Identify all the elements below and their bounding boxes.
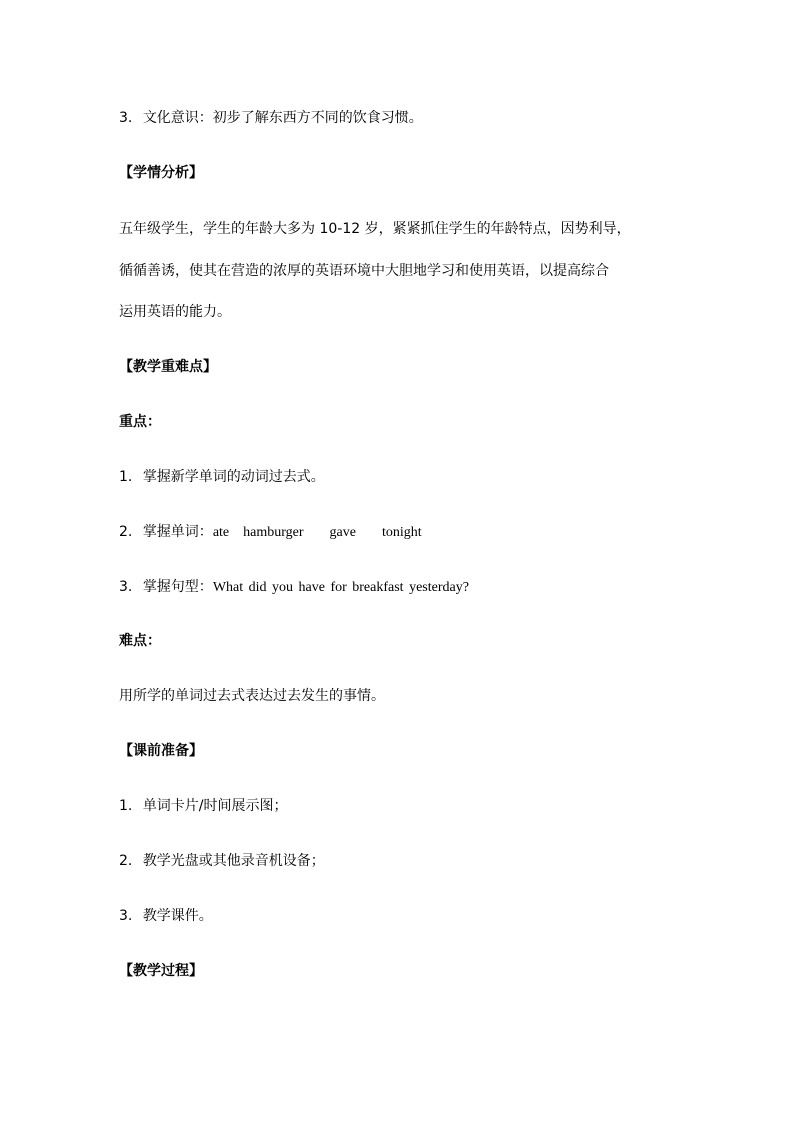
preparation-text: 教学课件。 (142, 908, 213, 924)
list-number: 3. (119, 110, 133, 126)
preparation-text: 教学光盘或其他录音机设备； (142, 853, 325, 869)
section-heading-preparation: 【课前准备】 (119, 743, 203, 759)
list-number: 3. (119, 908, 133, 924)
learner-analysis-line-2: 循循善诱，使其在营造的浓厚的英语环境中大胆地学习和使用英语，以提高综合 (119, 263, 609, 279)
preparation-item-3 (119, 906, 213, 926)
vocab-word: tonight (381, 525, 422, 540)
difficult-text: 用所学的单词过去式表达过去发生的事情。 (119, 688, 385, 704)
difficult-points-label: 难点： (119, 633, 161, 649)
preparation-item-1 (119, 796, 288, 816)
objective-text: 文化意识：初步了解东西方不同的饮食习惯。 (142, 110, 423, 126)
key-points-label: 重点： (119, 414, 161, 430)
key-item-2 (119, 522, 422, 543)
key-item-label: 掌握句型： (142, 579, 213, 595)
learner-analysis-line-3: 运用英语的能力。 (119, 304, 231, 320)
vocab-word: gave (329, 525, 356, 540)
preparation-item-2 (119, 851, 325, 871)
learner-analysis-line-1: 五年级学生，学生的年龄大多为 10-12 岁，紧紧抓住学生的年龄特点，因势利导， (119, 221, 631, 237)
section-heading-key-difficult: 【教学重难点】 (119, 359, 217, 375)
sentence-pattern: What did you have for breakfast yesterday? (212, 580, 469, 595)
list-number: 1. (119, 798, 133, 814)
section-heading-process: 【教学过程】 (119, 963, 203, 979)
key-item-3 (119, 577, 469, 598)
list-number: 1. (119, 469, 133, 485)
preparation-text: 单词卡片/时间展示图； (142, 798, 288, 814)
objective-item-3 (119, 108, 423, 128)
key-item-label: 掌握单词： (142, 524, 213, 540)
list-number: 2. (119, 524, 133, 540)
vocab-word: hamburger (243, 525, 304, 540)
section-heading-learner-analysis: 【学情分析】 (119, 165, 203, 181)
key-item-text: 掌握新学单词的动词过去式。 (142, 469, 325, 485)
vocab-word: ate (212, 525, 230, 540)
list-number: 3. (119, 579, 133, 595)
list-number: 2. (119, 853, 133, 869)
key-item-1 (119, 467, 325, 487)
